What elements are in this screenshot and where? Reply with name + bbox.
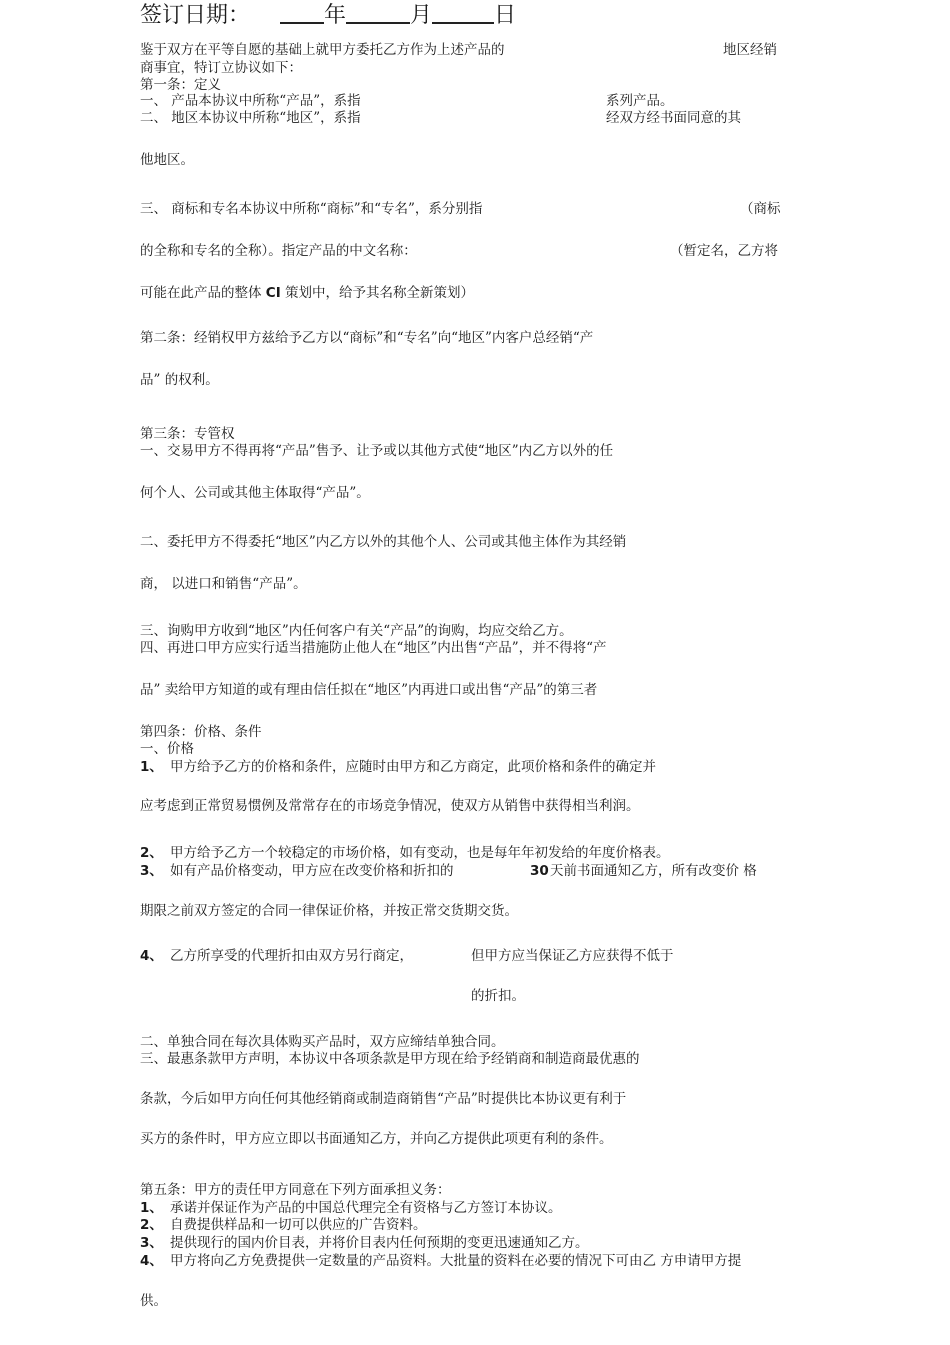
art3-item2-a: 二、委托甲方不得委托“地区”内乙方以外的其他个人、公司或其他主体作为其经销	[140, 534, 627, 550]
art4-p3-c: 期限之前双方签定的合同一律保证价格，并按正常交货期交货。	[140, 903, 518, 919]
month-label: 月	[410, 3, 433, 28]
art3-item2-b: 商， 以进口和销售“产品”。	[140, 576, 307, 592]
art1-item1-right: 系列产品。	[606, 93, 674, 109]
art1-item3-last-a: 可能在此产品的整体	[140, 285, 266, 301]
art5-i4-b: 供。	[140, 1293, 167, 1309]
article-2-line-1: 第二条：经销权甲方兹给予乙方以“商标”和“专名”向“地区”内客户总经销“产	[140, 330, 594, 346]
art4-p3-a: 如有产品价格变动，甲方应在改变价格和折扣的	[170, 863, 454, 879]
art5-i1-num: 1、	[140, 1200, 163, 1216]
art5-i2-num: 2、	[140, 1217, 163, 1233]
art1-item3-last	[140, 285, 474, 301]
art1-item3-left: 三、 商标和专名本协议中所称“商标”和“专名”，系分别指	[140, 201, 483, 217]
year-blank	[280, 2, 324, 24]
art4-p3-days: 30	[530, 863, 549, 879]
art5-i4-a: 甲方将向乙方免费提供一定数量的产品资料。大批量的资料在必要的情况下可由乙 方申请甲方提	[170, 1253, 742, 1269]
article-3-heading: 第三条：专管权	[140, 426, 235, 442]
preamble-line-2: 商事宜，特订立协议如下：	[140, 60, 302, 76]
art5-i1: 承诺并保证作为产品的中国总代理完全有资格与乙方签订本协议。	[170, 1200, 562, 1216]
art1-item1-left: 一、 产品本协议中所称“产品”，系指	[140, 93, 361, 109]
art4-sub2: 二、单独合同在每次具体购买产品时，双方应缔结单独合同。	[140, 1034, 505, 1050]
art4-p3-num: 3、	[140, 863, 163, 879]
signing-date-label: 签订日期：	[140, 3, 251, 28]
art4-p4-num: 4、	[140, 948, 163, 964]
art4-p4-b: 但甲方应当保证乙方应获得不低于	[471, 948, 674, 964]
art5-i3-num: 3、	[140, 1235, 163, 1251]
art4-p3-b: 天前书面通知乙方，所有改变价 格	[550, 863, 757, 879]
art4-sub3-c: 买方的条件时，甲方应立即以书面通知乙方，并向乙方提供此项更有利的条件。	[140, 1131, 613, 1147]
art1-item3-cont-left: 的全称和专名的全称）。指定产品的中文名称：	[140, 243, 417, 259]
art3-item4-a: 四、再进口甲方应实行适当措施防止他人在“地区”内出售“产品”，并不得将“产	[140, 640, 607, 656]
art3-item1-a: 一、交易甲方不得再将“产品”售予、让予或以其他方式使“地区”内乙方以外的任	[140, 443, 614, 459]
preamble-line-1: 鉴于双方在平等自愿的基础上就甲方委托乙方作为上述产品的	[140, 42, 505, 58]
art4-sub1: 一、价格	[140, 741, 194, 757]
art1-item3-last-b: 策划中，给予其名称全新策划）	[280, 285, 475, 301]
art1-item2-cont: 他地区。	[140, 152, 194, 168]
art3-item4-b: 品” 卖给甲方知道的或有理由信任拟在“地区”内再进口或出售“产品”的第三者	[140, 682, 598, 698]
article-5-heading: 第五条：甲方的责任甲方同意在下列方面承担义务：	[140, 1182, 451, 1198]
art5-i3: 提供现行的国内价目表，并将价目表内任何预期的变更迅速通知乙方。	[170, 1235, 589, 1251]
art3-item3: 三、询购甲方收到“地区”内任何客户有关“产品”的询购，均应交给乙方。	[140, 623, 573, 639]
article-1-heading: 第一条：定义	[140, 77, 221, 93]
art4-p2: 甲方给予乙方一个较稳定的市场价格，如有变动，也是每年年初发给的年度价格表。	[170, 845, 670, 861]
art4-p4-c: 的折扣。	[471, 988, 525, 1004]
signing-date-line	[140, 2, 516, 30]
art5-i4-num: 4、	[140, 1253, 163, 1269]
day-blank	[432, 2, 494, 24]
ci-abbr: CI	[265, 285, 281, 301]
month-blank	[346, 2, 410, 24]
art4-p1-a: 甲方给予乙方的价格和条件，应随时由甲方和乙方商定，此项价格和条件的确定并	[170, 759, 656, 775]
art1-item2-left: 二、 地区本协议中所称“地区”，系指	[140, 110, 361, 126]
art1-item3-right: （商标	[740, 201, 781, 217]
art1-item2-right: 经双方经书面同意的其	[606, 110, 741, 126]
art4-sub3-b: 条款，今后如甲方向任何其他经销商或制造商销售“产品”时提供比本协议更有利于	[140, 1091, 627, 1107]
art4-sub3-a: 三、最惠条款甲方声明，本协议中各项条款是甲方现在给予经销商和制造商最优惠的	[140, 1051, 640, 1067]
article-2-line-2: 品” 的权利。	[140, 372, 219, 388]
art4-p2-num: 2、	[140, 845, 163, 861]
art1-item3-cont-right: （暂定名，乙方将	[670, 243, 778, 259]
preamble-line-1-right: 地区经销	[723, 42, 777, 58]
art3-item1-b: 何个人、公司或其他主体取得“产品”。	[140, 485, 370, 501]
year-label: 年	[324, 3, 347, 28]
art4-p1-num: 1、	[140, 759, 163, 775]
art4-p4-a: 乙方所享受的代理折扣由双方另行商定，	[170, 948, 413, 964]
day-label: 日	[494, 3, 517, 28]
article-4-heading: 第四条：价格、条件	[140, 724, 262, 740]
art4-p1-b: 应考虑到正常贸易惯例及常常存在的市场竞争情况，使双方从销售中获得相当利润。	[140, 798, 640, 814]
art5-i2: 自费提供样品和一切可以供应的广告资料。	[170, 1217, 427, 1233]
